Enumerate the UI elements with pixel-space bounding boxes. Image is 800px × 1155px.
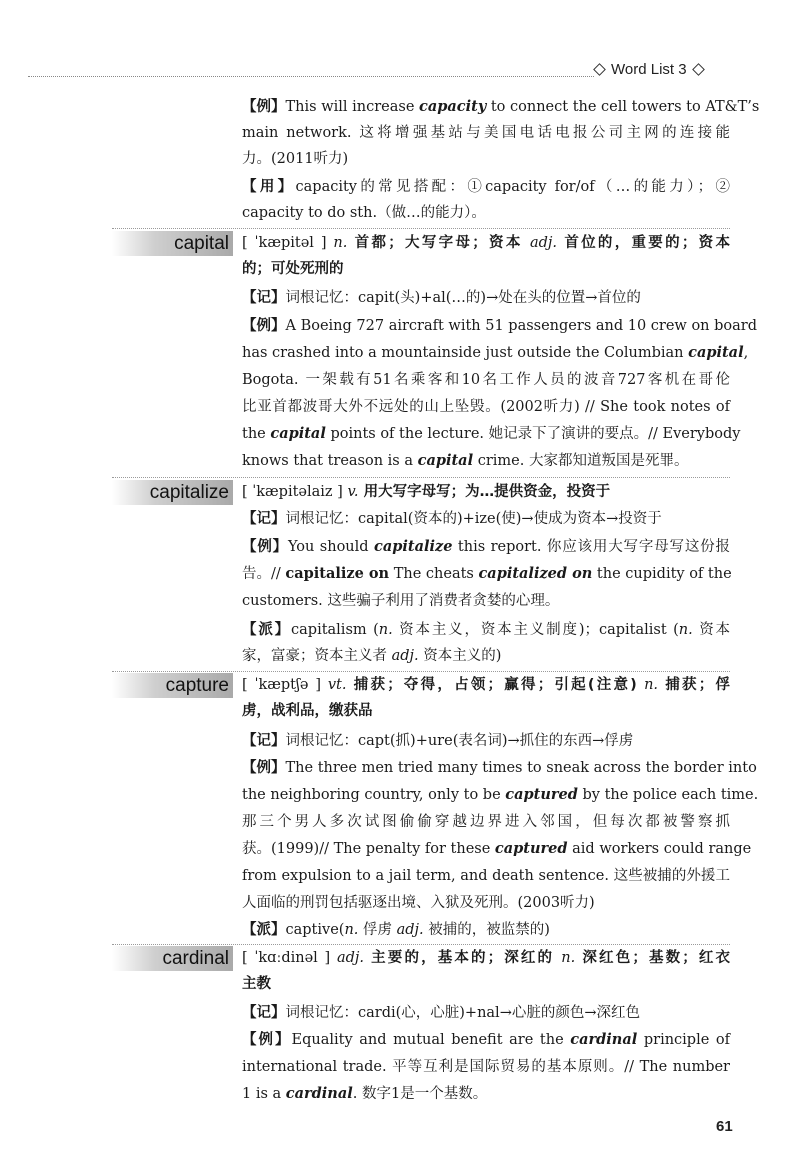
page-number: 61 xyxy=(716,1118,733,1135)
entry-separator xyxy=(112,228,730,229)
capitalize-definition-line: [ ˈkæpitəlaiz ] v. 用大写字母写；为…提供资金，投资于 xyxy=(242,484,611,500)
diamond-right-icon xyxy=(693,64,704,75)
capitalize-example-line-3: customers. 这些骗子利用了消费者贪婪的心理。 xyxy=(242,593,560,609)
diamond-left-icon xyxy=(594,64,605,75)
capture-memory-line: 【记】词根记忆：capt(抓)+ure(表名词)→抓住的东西→俘虏 xyxy=(242,733,634,749)
capitalize-example-line-1: 【例】You should capitalize this report. 你应该用大写字母写这份报 xyxy=(242,538,731,555)
cardinal-definition-line-2: 主教 xyxy=(242,976,271,992)
capture-example-line-1: 【例】The three men tried many times to sneak across the border into xyxy=(242,760,757,776)
running-header xyxy=(0,52,800,82)
capture-definition-line-2: 虏，战利品，缴获品 xyxy=(242,703,373,719)
cardinal-definition-line-1: [ ˈkɑːdinəl ] adj. 主要的，基本的；深红的 n. 深红色；基数；红衣 xyxy=(242,950,730,966)
headword-capture: capture xyxy=(112,673,233,698)
capacity-usage-line-2: capacity to do sth.（做…的能力）。 xyxy=(242,205,486,221)
cardinal-example-line-2: international trade. 平等互利是国际贸易的基本原则。// The number xyxy=(242,1059,730,1075)
capacity-usage-line-1: 【用】capacity的常见搭配：①capacity for/of（…的能力）；② xyxy=(242,179,731,195)
capture-example-line-4: 获。(1999)// The penalty for these captured aid workers could range xyxy=(242,840,752,857)
cardinal-example-line-3: 1 is a cardinal. 数字1是一个基数。 xyxy=(242,1085,488,1102)
capture-example-line-5: from expulsion to a jail term, and death sentence. 这些被捕的外援工 xyxy=(242,868,730,884)
capture-example-line-3: 那三个男人多次试图偷偷穿越边界进入邻国，但每次都被警察抓 xyxy=(242,814,730,830)
headword-capitalize: capitalize xyxy=(112,480,233,505)
word-list-title: Word List 3 xyxy=(611,60,687,78)
capitalize-derived-line-2: 家，富豪；资本主义者 adj. 资本主义的) xyxy=(242,648,502,664)
capital-example-line-5: the capital points of the lecture. 她记录下了演讲的要点。// Everybody xyxy=(242,425,741,442)
headword-cardinal: cardinal xyxy=(112,946,233,971)
capture-definition-line-1: [ ˈkæptʃə ] vt. 捕获；夺得，占领；赢得；引起(注意) n. 捕获；俘 xyxy=(242,677,730,693)
headword-capital: capital xyxy=(112,231,233,256)
capitalize-memory-line: 【记】词根记忆：capital(资本的)+ize(使)→使成为资本→投资于 xyxy=(242,511,662,527)
capacity-example-line-3: 力。(2011听力) xyxy=(242,151,349,167)
capitalize-derived-line-1: 【派】capitalism (n. 资本主义，资本主义制度)；capitalist (n. 资本 xyxy=(242,622,731,638)
capital-memory-line: 【记】词根记忆：capit(头)+al(…的)→处在头的位置→首位的 xyxy=(242,290,641,306)
cardinal-example-line-1: 【例】Equality and mutual benefit are the cardinal principle of xyxy=(242,1031,731,1048)
capital-example-line-4: 比亚首都波哥大外不远处的山上坠毁。(2002听力) // She took notes of xyxy=(242,399,730,415)
capital-example-line-6: knows that treason is a capital crime. 大家都知道叛国是死罪。 xyxy=(242,452,689,469)
capital-example-line-3: Bogota. 一架载有51名乘客和10名工作人员的波音727客机在哥伦 xyxy=(242,372,730,388)
capture-example-line-2: the neighboring country, only to be captured by the police each time. xyxy=(242,786,759,803)
capital-definition-line-1: [ ˈkæpitəl ] n. 首都；大写字母；资本 adj. 首位的，重要的；资本 xyxy=(242,235,730,251)
capital-example-line-2: has crashed into a mountainside just outside the Columbian capital, xyxy=(242,344,749,361)
capital-definition-line-2: 的；可处死刑的 xyxy=(242,261,344,277)
capital-example-line-1: 【例】A Boeing 727 aircraft with 51 passengers and 10 crew on board xyxy=(242,318,758,334)
capacity-example-line-1: 【例】This will increase capacity to connect the cell towers to AT&T’s xyxy=(242,98,760,115)
capacity-example-line-2: main network. 这将增强基站与美国电话电报公司主网的连接能 xyxy=(242,125,730,141)
entry-separator xyxy=(112,477,730,478)
capitalize-example-line-2: 告。// capitalize on The cheats capitalized on the cupidity of the xyxy=(242,565,732,582)
header-label xyxy=(594,58,704,80)
capture-example-line-6: 人面临的刑罚包括驱逐出境、入狱及死刑。(2003听力) xyxy=(242,895,595,911)
capture-derived-line: 【派】captive(n. 俘虏 adj. 被捕的，被监禁的) xyxy=(242,922,550,938)
header-rule xyxy=(28,76,594,77)
cardinal-memory-line: 【记】词根记忆：cardi(心，心脏)+nal→心脏的颜色→深红色 xyxy=(242,1005,640,1021)
